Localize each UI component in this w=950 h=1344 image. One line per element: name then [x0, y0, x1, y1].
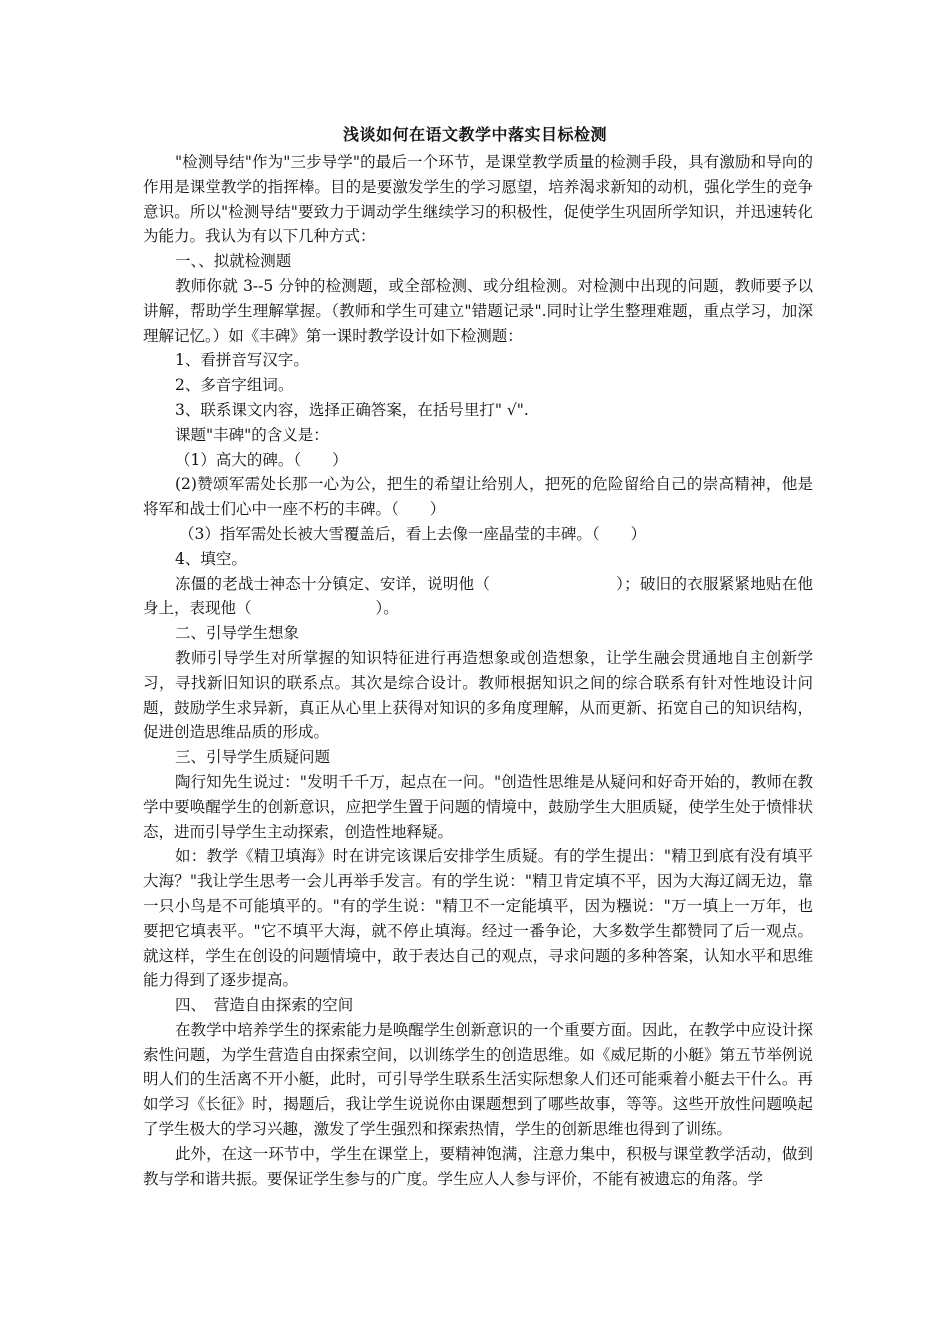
option-item: （3）指军需处长被大雪覆盖后，看上去像一座晶莹的丰碑。（ ） [179, 524, 647, 543]
paragraph: 冻僵的老战士神态十分镇定、安详，说明他（ ）；破旧的衣服紧紧地贴在他身上，表现他（ ）。 [143, 574, 813, 618]
list-item: 1、看拼音写汉字。 [175, 351, 309, 370]
paragraph: 如：教学《精卫填海》时在讲完该课后安排学生质疑。有的学生提出："精卫到底有没有填平大海？"我让学生思考一会儿再举手发言。有的学生说："精卫肯定填不平，因为大海辽阔无边，靠一只小鸟是不可能填平的。"有的学生说："精卫不一定能填平，因为糨说："万一填上一万年，也要把它填表平。"它不填平大海，就不停止填海。经过一番争论，大多数学生都赞同了后一观点。就这样，学生在创设的问题情境中，敢于表达自己的观点，寻求问题的多种答案，认知水平和思维能力得到了逐步提高。 [143, 847, 813, 990]
list-item: 3、联系课文内容，选择正确答案，在括号里打" √". [175, 400, 529, 419]
paragraph: 教师引导学生对所掌握的知识特征进行再造想象或创造想象，让学生融会贯通地自主创新学习，寻找新旧知识的联系点。其次是综合设计。教师根据知识之间的综合联系有针对性地设计问题，鼓励学生求异新，真正从心里上获得对知识的多角度理解，从而更新、拓宽自己的知识结构，促进创造思维品质的形成。 [143, 648, 813, 742]
paragraph-intro: "检测导结"作为"三步导学"的最后一个环节，是课堂教学质量的检测手段，具有激励和导向的作用是课堂教学的指挥棒。目的是要激发学生的学习愿望，培养渴求新知的动机，强化学生的竞争意识。所以"检测导结"要致力于调动学生继续学习的积极性，促使学生巩固所学知识，并迅速转化为能力。我认为有以下几种方式： [143, 153, 813, 246]
paragraph: 此外，在这一环节中，学生在课堂上，要精神饱满，注意力集中，积极与课堂教学活动，做到教与学和谐共振。要保证学生参与的广度。学生应人人参与评价，不能有被遗忘的角落。学 [143, 1144, 813, 1188]
section-heading-4: 四、 营造自由探索的空间 [175, 996, 354, 1015]
paragraph: 课题"丰碑"的含义是： [175, 425, 329, 444]
paragraph: 陶行知先生说过："发明千千万，起点在一问。"创造性思维是从疑问和好奇开始的，教师在教学中要唤醒学生的创新意识，应把学生置于问题的情境中，鼓励学生大胆质疑，使学生处于愤悱状态，进而引导学生主动探索，创造性地释疑。 [143, 772, 813, 841]
section-heading-1: 一、、拟就检测题 [175, 252, 292, 271]
paragraph: 教师你就 3--5 分钟的检测题，或全部检测、或分组检测。对检测中出现的问题，教师要予以讲解，帮助学生理解掌握。（教师和学生可建立"错题记录".同时让学生整理难题，重点学习，加深理解记忆。）如《丰碑》第一课时教学设计如下检测题： [143, 276, 813, 345]
section-heading-2: 二、引导学生想象 [175, 624, 300, 643]
document-title: 浅谈如何在语文教学中落实目标检测 [342, 125, 607, 144]
paragraph: 在教学中培养学生的探索能力是唤醒学生创新意识的一个重要方面。因此，在教学中应设计探索性问题，为学生营造自由探索空间，以训练学生的创造思维。如《威尼斯的小艇》第五节举例说明人们的生活离不开小艇，此时，可引导学生联系生活实际想象人们还可能乘着小艇去干什么。再如学习《长征》时，揭题后，我让学生说说你由课题想到了哪些故事，等等。这些开放性问题唤起了学生极大的学习兴趣，激发了学生强烈和探索热情，学生的创新思维也得到了训练。 [143, 1020, 813, 1139]
list-item: 4、填空。 [175, 549, 247, 568]
section-heading-3: 三、引导学生质疑问题 [175, 748, 331, 767]
option-item: (2)赞颂军需处长那一心为公，把生的希望让给别人，把死的危险留给自己的崇高精神，他是将军和战士们心中一座不朽的丰碑。（ ） [143, 475, 813, 519]
option-item: （1）高大的碑。（ ） [175, 450, 348, 469]
list-item: 2、多音字组词。 [175, 376, 294, 395]
document-body [143, 150, 813, 1191]
